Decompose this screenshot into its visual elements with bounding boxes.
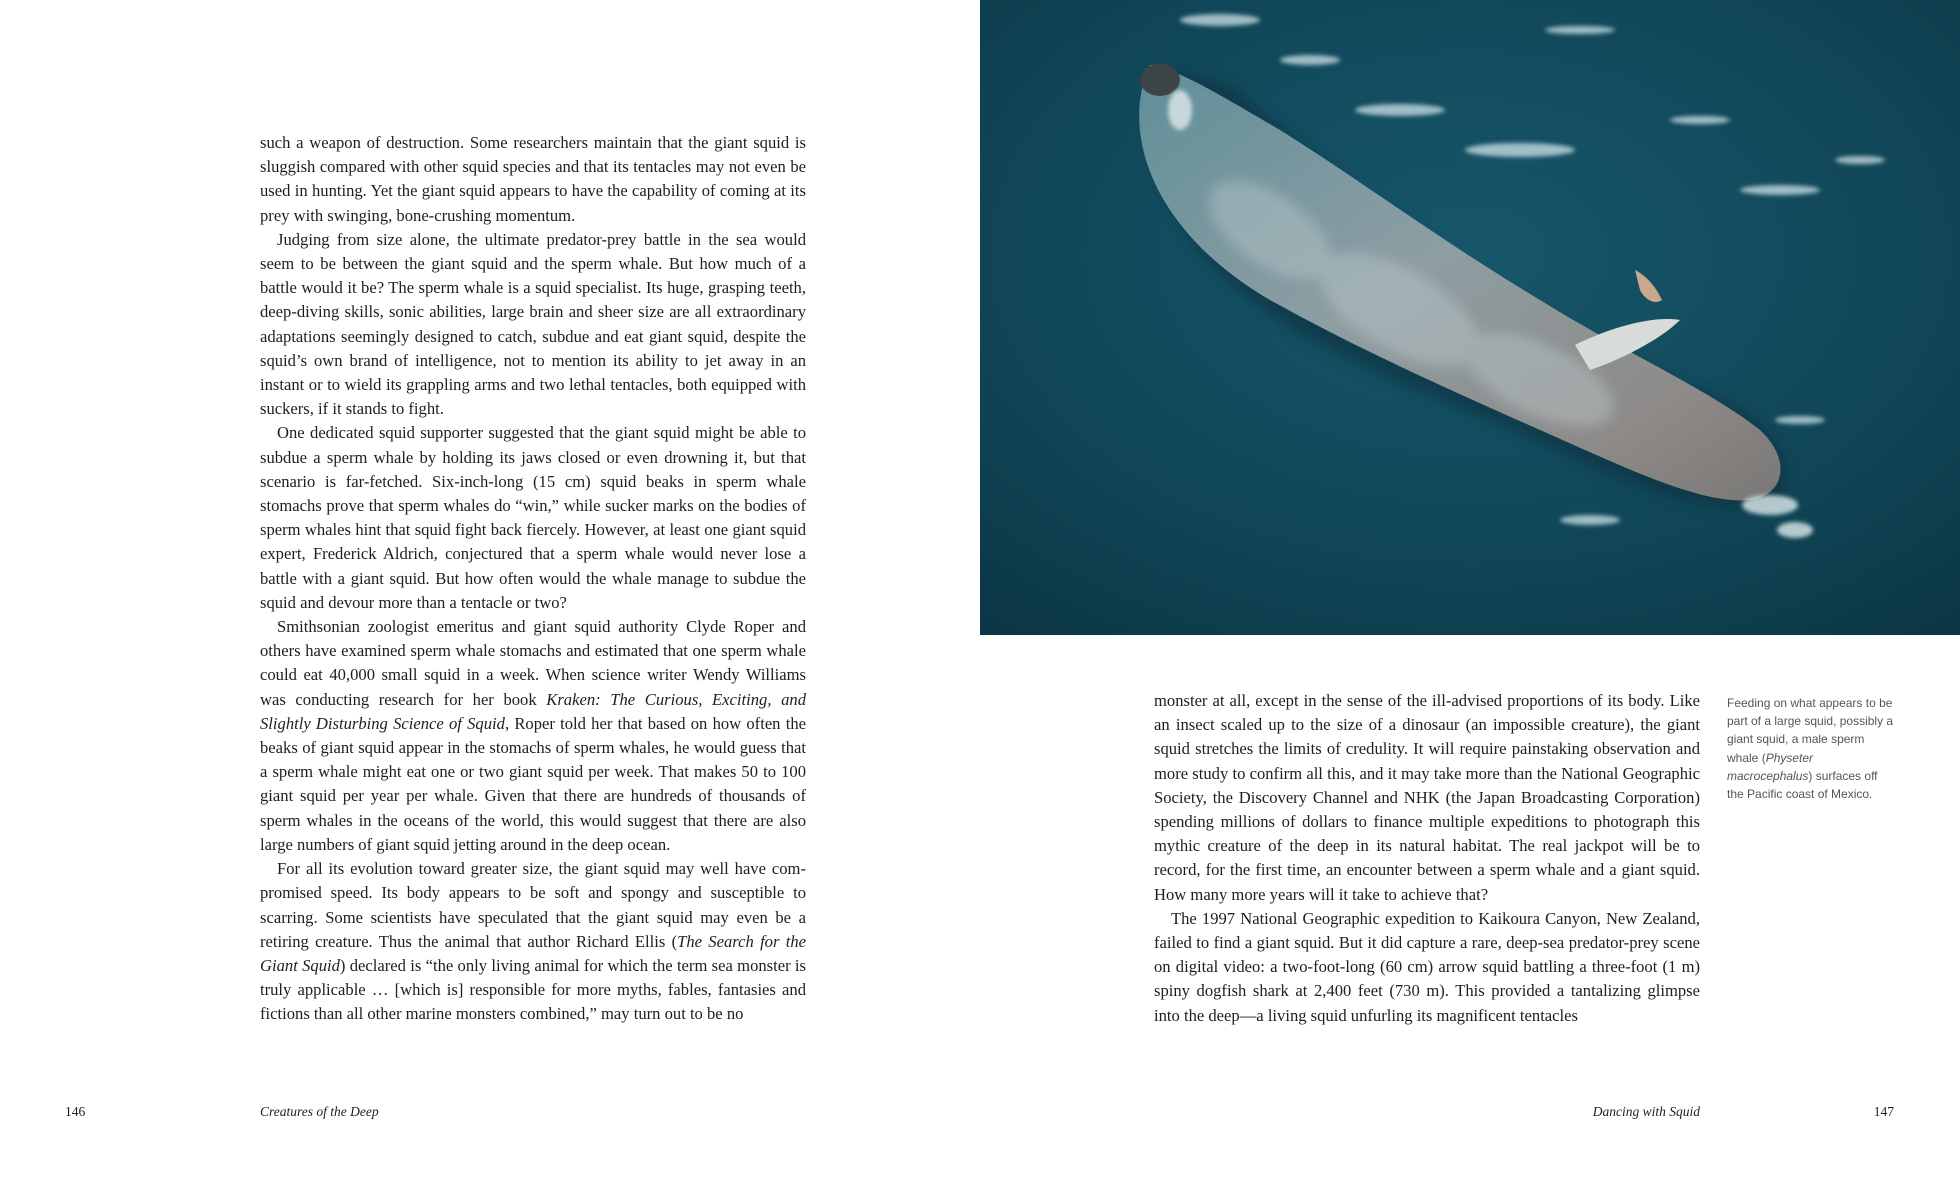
text-run: such a weapon of destruction. Some researchers maintain that the giant squid is sluggish compared with other squid species and that its tentacles may not even be used in hunting. Yet the giant squid appears to have the capability of coming at its prey with swinging, bone-crushing momentum. [260, 133, 806, 225]
text-run: One dedicated squid supporter suggested that the giant squid might be able to subdue a sperm whale by holding its jaws closed or even drowning it, but that scenario is far-fetched. Six-inch-long (15 cm) squid beaks in sperm whale stomachs prove that sperm whales do “win,” while sucker marks on the bodies of sperm whales hint that squid fight back fiercely. However, at least one giant squid expert, Frederick Aldrich, conjectured that a sperm whale would never lose a battle with a giant squid. But how often would the whale manage to subdue the squid and devour more than a tentacle or two? [260, 423, 806, 612]
left-page-body-text [260, 131, 806, 1027]
book-title: Physeter macrocephalus [1727, 750, 1814, 783]
caption-text [1727, 694, 1897, 803]
book-title: Kraken: The Curious, Exciting, and Slightly Disturbing Science of Squid [260, 689, 807, 733]
right-running-head: Dancing with Squid [1592, 1104, 1700, 1119]
body-paragraph [260, 228, 806, 422]
body-paragraph [260, 857, 806, 1026]
text-run: Feeding on what appears to be part of a large squid, possibly a giant squid, a male sperm whale ( [1727, 696, 1894, 765]
body-paragraph [260, 421, 806, 615]
left-page-number: 146 [65, 1104, 86, 1119]
text-run: ) surfaces off the Pacific coast of Mexico. [1727, 768, 1878, 802]
right-page-number: 147 [1873, 1104, 1894, 1119]
book-title: The Search for the Giant Squid [260, 931, 806, 975]
sperm-whale-photo [980, 0, 1960, 635]
body-paragraph [1154, 907, 1700, 1028]
text-run: , Roper told her that based on how often the beaks of giant squid appear in the stomachs of sperm whales, he would guess that a sperm whale might eat one or two giant squid per week. That makes 50 to 100 giant squid per year per whale. Given that there are hundreds of thousands of sperm whales in the oceans of the world, this would suggest that there are also large numbers of giant squid jetting around in the deep ocean. [260, 713, 806, 854]
text-run: Judging from size alone, the ultimate predator-prey battle in the sea would seem to be between the giant squid and the sperm whale. But how much of a battle would it be? The sperm whale is a squid specialist. Its huge, grasping teeth, deep-diving skills, sonic abilities, large brain and sheer size are all extraordinary adaptations seemingly designed to catch, subdue and eat giant squid, despite the squid’s own brand of intelligence, not to mention its ability to jet away in an instant or to wield its grappling arms and two lethal tentacles, both equipped with suckers, if it stands to fight. [260, 229, 806, 419]
text-run: The 1997 National Geographic expedition to Kaikoura Canyon, New Zealand, failed to find a giant squid. But it did capture a rare, deep-sea predator-prey scene on digital video: a two-foot-long (60 cm) arrow squid battling a three-foot (1 m) spiny dogfish shark at 2,400 feet (730 m). This provided a tantalizing glimpse into the deep—a living squid unfurling its magnificent tentacles [1154, 908, 1700, 1025]
text-run: For all its evolution toward greater size, the giant squid may well have compromised speed. Its body appears to be soft and spongy and susceptible to scarring. Some scientists have speculated that the giant squid may even be a retiring creature. Thus the animal that author Richard Ellis ( [260, 859, 806, 951]
body-paragraph [260, 131, 806, 228]
left-running-head: Creatures of the Deep [260, 1104, 379, 1119]
text-run: Smithsonian zoologist emeritus and giant squid authority Clyde Roper and others have examined sperm whale stomachs and estimated that one sperm whale could eat 40,000 small squid in a week. When science writer Wendy Williams was conducting research for her book [260, 617, 806, 709]
text-run: ) declared is “the only living animal for which the term sea monster is truly applicable … [which is] responsible for more myths, fables, fantasies and fictions than all other marine monsters combined,” may turn out to be no [260, 955, 806, 1024]
text-run: monster at all, except in the sense of the ill-advised proportions of its body. Like an insect scaled up to the size of a dinosaur (an impossible creature), the giant squid stretches the limits of credulity. It will require painstaking observation and more study to confirm all this, and it may take more than the National Geographic Society, the Discovery Channel and NHK (the Japan Broadcasting Corporation) spending millions of dollars to finance multiple expeditions to photograph this mythic creature of the deep in its natural habitat. The real jackpot will be to record, for the first time, an encounter between a sperm whale and a giant squid. How many more years will it take to achieve that? [1154, 691, 1700, 904]
body-paragraph [260, 615, 806, 857]
sperm-whale-illustration [980, 0, 1960, 635]
right-page-body-text [1154, 689, 1700, 1028]
photo-caption [1727, 694, 1897, 803]
body-paragraph [1154, 689, 1700, 907]
